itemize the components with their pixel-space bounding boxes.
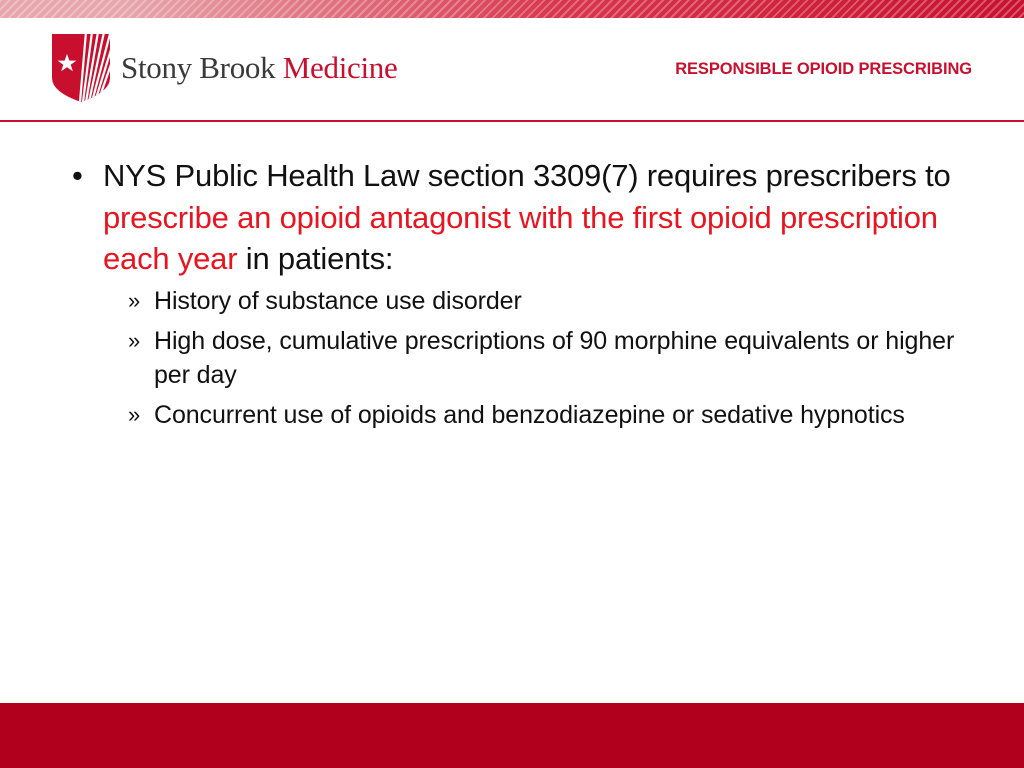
main-text-highlight: prescribe an opioid antagonist with the first opioid prescription each year (103, 199, 938, 276)
brand-name-stony-brook: Stony Brook (121, 50, 276, 85)
chevron-double-right-icon: » (128, 327, 141, 353)
sub-bullet-text: High dose, cumulative prescriptions of 90 morphine equivalents or higher per day (154, 326, 955, 389)
chevron-double-right-icon: » (128, 287, 141, 313)
slide-content (72, 155, 982, 438)
sub-bullet-text: Concurrent use of opioids and benzodiazepine or sedative hypnotics (154, 400, 905, 429)
top-decorative-band (0, 0, 1024, 18)
chevron-double-right-icon: » (128, 401, 141, 427)
sub-bullet-item (128, 324, 982, 392)
header-divider (0, 120, 1024, 122)
brand-wordmark (121, 50, 397, 86)
footer-band (0, 703, 1024, 768)
main-bullet-item (72, 155, 982, 280)
sub-bullet-text: History of substance use disorder (154, 286, 522, 315)
main-text-start: NYS Public Health Law section 3309(7) requires prescribers to (103, 158, 951, 193)
shield-star-logo-icon (50, 32, 112, 104)
sub-bullet-item (128, 284, 982, 318)
deck-title: RESPONSIBLE OPIOID PRESCRIBING (675, 60, 972, 78)
sub-bullet-item (128, 398, 982, 432)
brand-name-medicine: Medicine (282, 50, 398, 85)
sub-bullet-list (72, 284, 982, 432)
main-text-end: in patients: (237, 241, 394, 276)
bullet-icon: • (72, 158, 83, 193)
